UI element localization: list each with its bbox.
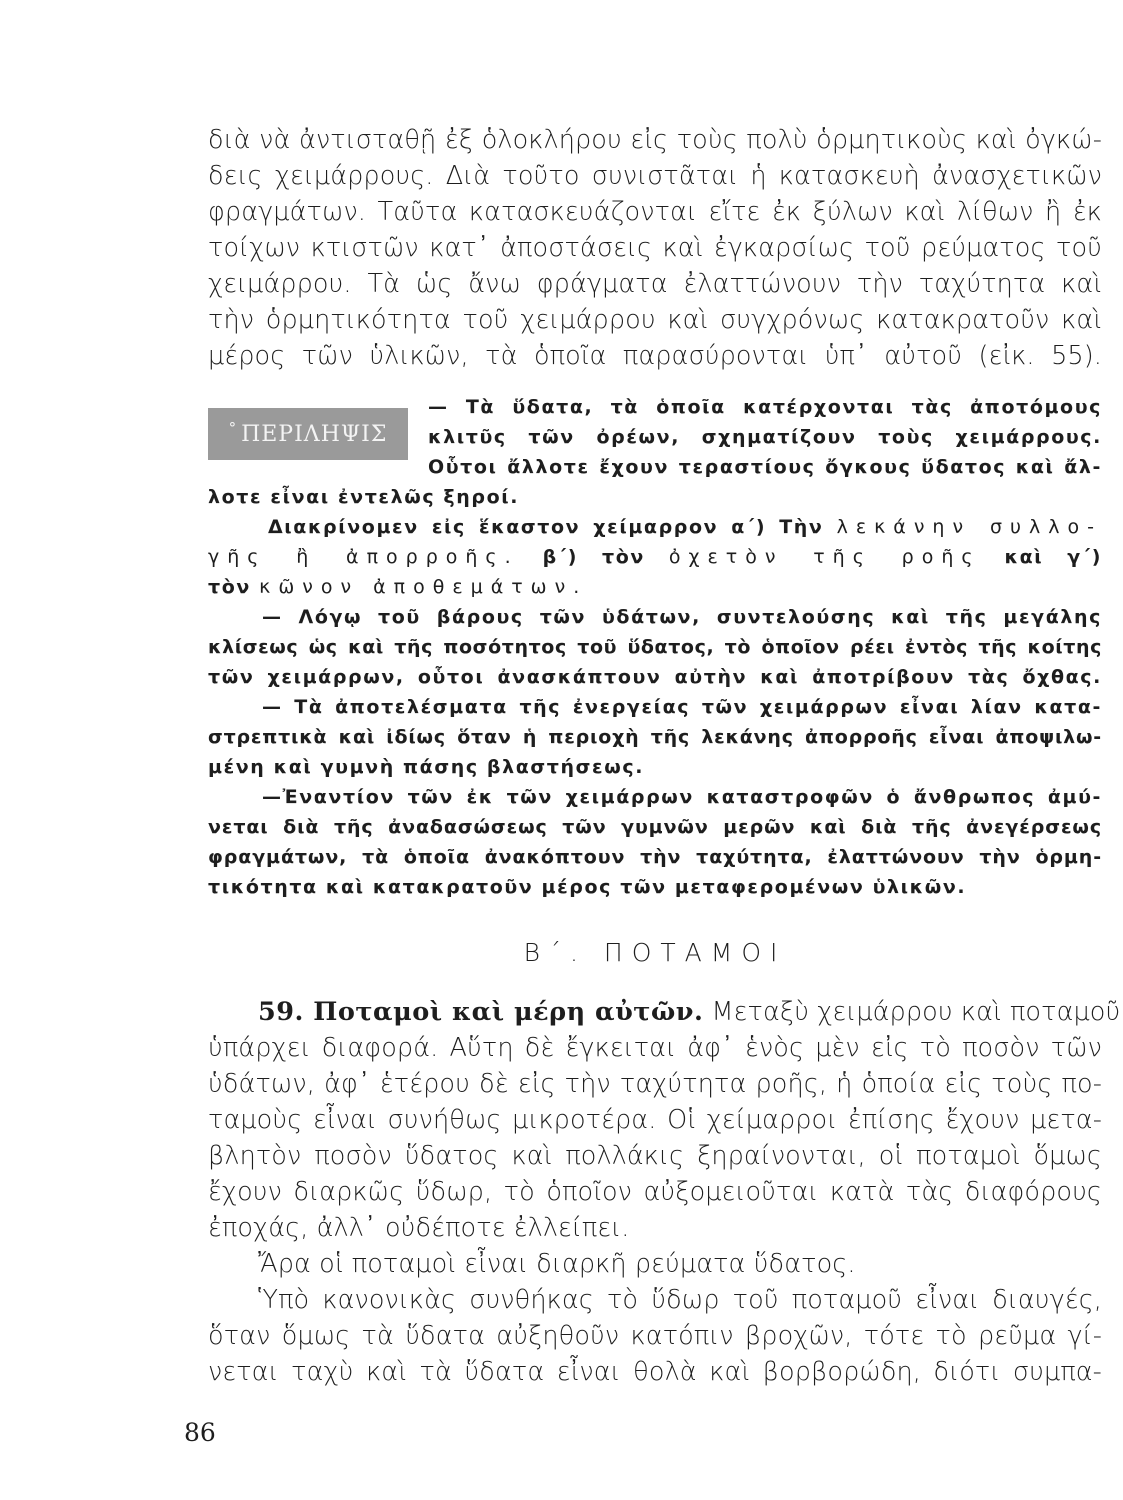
section-title: Β΄. ΠΟΤΑΜΟΙ — [523, 938, 787, 967]
summary-line: τικότητα καὶ κατακρατοῦν μέρος τῶν μεταφερομένων ὑλικῶν. — [208, 876, 967, 898]
text-line: τὴν ὁρμητικότητα τοῦ χειμάρρου καὶ συγχρόνως κατακρατοῦν καὶ — [208, 305, 1102, 335]
summary-line: κλιτῦς τῶν ὀρέων, σχηματίζουν τοὺς χειμάρρους. — [428, 426, 1102, 448]
summary-line — [268, 518, 1102, 537]
summary-term: ὀχετὸν τῆς ροῆς — [668, 546, 981, 568]
summary-line: νεται διὰ τῆς ἀναδασώσεως τῶν γυμνῶν μερῶν καὶ διὰ τῆς ἀνεγέρσεως — [208, 816, 1102, 838]
summary-line: — Τὰ ἀποτελέσματα τῆς ἐνεργείας τῶν χειμάρρων εἶναι λίαν κατα- — [262, 696, 1102, 718]
text-line: ἔχουν διαρκῶς ὕδωρ, τὸ ὁποῖον αὐξομειοῦται κατὰ τὰς διαφόρους — [208, 1177, 1102, 1207]
summary-segment: καὶ γ΄) — [1004, 546, 1103, 568]
badge-mark: ° — [228, 419, 238, 437]
text-line: φραγμάτων. Ταῦτα κατασκευάζονται εἴτε ἐκ ξύλων καὶ λίθων ἢ ἐκ — [208, 197, 1102, 227]
summary-term: γῆς ἢ ἀπορροῆς. — [208, 546, 519, 568]
summary-segment: Διακρίνομεν εἰς ἕκαστον χείμαρρον α΄) Τὴν — [268, 516, 824, 538]
summary-line: φραγμάτων, τὰ ὁποῖα ἀνακόπτουν τὴν ταχύτητα, ἐλαττώνουν τὴν ὁρμη- — [208, 846, 1102, 868]
text-line: χειμάρρου. Τὰ ὡς ἄνω φράγματα ἐλαττώνουν τὴν ταχύτητα καὶ — [208, 269, 1102, 299]
summary-segment: β΄) τὸν — [542, 546, 645, 568]
text-line: ἐποχάς, ἀλλ᾽ οὐδέποτε ἐλλείπει. — [208, 1213, 630, 1243]
summary-line: — Λόγῳ τοῦ βάρους τῶν ὑδάτων, συντελούσης καὶ τῆς μεγάλης — [262, 606, 1102, 628]
section-heading: 59. Ποταμοὶ καὶ μέρη αὐτῶν. — [258, 997, 704, 1027]
summary-term: κῶνον ἀποθεμάτων. — [259, 576, 588, 598]
text-line: δεις χειμάρρους. Διὰ τοῦτο συνιστᾶται ἡ κατασκευὴ ἀνασχετικῶν — [208, 161, 1102, 191]
text-line: μέρος τῶν ὑλικῶν, τὰ ὁποῖα παρασύρονται ὑπ᾽ αὐτοῦ (εἰκ. 55). — [208, 341, 1102, 371]
summary-line: τῶν χειμάρρων, οὗτοι ἀνασκάπτουν αὐτὴν καὶ ἀποτρίβουν τὰς ὄχθας. — [208, 666, 1102, 688]
summary-line: Οὗτοι ἄλλοτε ἔχουν τεραστίους ὄγκους ὕδατος καὶ ἄλ- — [428, 456, 1102, 478]
text-line: ὑδάτων, ἀφ᾽ ἑτέρου δὲ εἰς τὴν ταχύτητα ροῆς, ἡ ὁποία εἰς τοὺς πο- — [208, 1069, 1102, 1099]
text-line: ὑπάρχει διαφορά. Αὕτη δὲ ἔγκειται ἀφ᾽ ἑνὸς μὲν εἰς τὸ ποσὸν τῶν — [208, 1033, 1102, 1063]
summary-line: —Ἐναντίον τῶν ἐκ τῶν χειμάρρων καταστροφῶν ὁ ἄνθρωπος ἀμύ- — [262, 786, 1102, 808]
summary-line — [208, 578, 587, 597]
summary-line: μένη καὶ γυμνὴ πάσης βλαστήσεως. — [208, 756, 645, 778]
summary-line: λοτε εἶναι ἐντελῶς ξηροί. — [208, 486, 520, 508]
summary-line: στρεπτικὰ καὶ ἰδίως ὅταν ἡ περιοχὴ τῆς λεκάνης ἀπορροῆς εἶναι ἀποψιλω- — [208, 726, 1102, 748]
text-line: τοίχων κτιστῶν κατ᾽ ἀποστάσεις καὶ ἐγκαρσίως τοῦ ρεύματος τοῦ — [208, 233, 1102, 263]
summary-term: λεκάνην συλλο- — [836, 516, 1102, 538]
text-line — [258, 997, 1121, 1027]
text-line: Ἄρα οἱ ποταμοὶ εἶναι διαρκῆ ρεύματα ὕδατος. — [258, 1249, 856, 1279]
heading-continuation: Μεταξὺ χειμάρρου καὶ ποταμοῦ — [711, 997, 1121, 1027]
text-line: Ὑπὸ κανονικὰς συνθήκας τὸ ὕδωρ τοῦ ποταμοῦ εἶναι διαυγές, — [258, 1285, 1102, 1315]
page-number: 86 — [184, 1418, 216, 1447]
summary-badge — [208, 408, 408, 460]
text-line: διὰ νὰ ἀντισταθῇ ἐξ ὁλοκλήρου εἰς τοὺς πολὺ ὁρμητικοὺς καὶ ὀγκώ- — [208, 125, 1102, 155]
badge-label: ΠΕΡΙΛΗΨΙΣ — [241, 421, 388, 447]
text-line: νεται ταχὺ καὶ τὰ ὕδατα εἶναι θολὰ καὶ βορβορώδη, διότι συμπα- — [208, 1357, 1102, 1387]
text-line: ὅταν ὅμως τὰ ὕδατα αὐξηθοῦν κατόπιν βροχῶν, τότε τὸ ρεῦμα γί- — [208, 1321, 1102, 1351]
summary-line: — Τὰ ὕδατα, τὰ ὁποῖα κατέρχονται τὰς ἀποτόμους — [428, 396, 1102, 418]
summary-line — [208, 548, 1102, 567]
text-line: βλητὸν ποσὸν ὕδατος καὶ πολλάκις ξηραίνονται, οἱ ποταμοὶ ὅμως — [208, 1141, 1102, 1171]
summary-line: κλίσεως ὡς καὶ τῆς ποσότητος τοῦ ὕδατος, τὸ ὁποῖον ρέει ἐντὸς τῆς κοίτης — [208, 636, 1102, 658]
summary-segment: τὸν — [208, 576, 251, 598]
text-line: ταμοὺς εἶναι συνήθως μικροτέρα. Οἱ χείμαρροι ἐπίσης ἔχουν μετα- — [208, 1105, 1102, 1135]
